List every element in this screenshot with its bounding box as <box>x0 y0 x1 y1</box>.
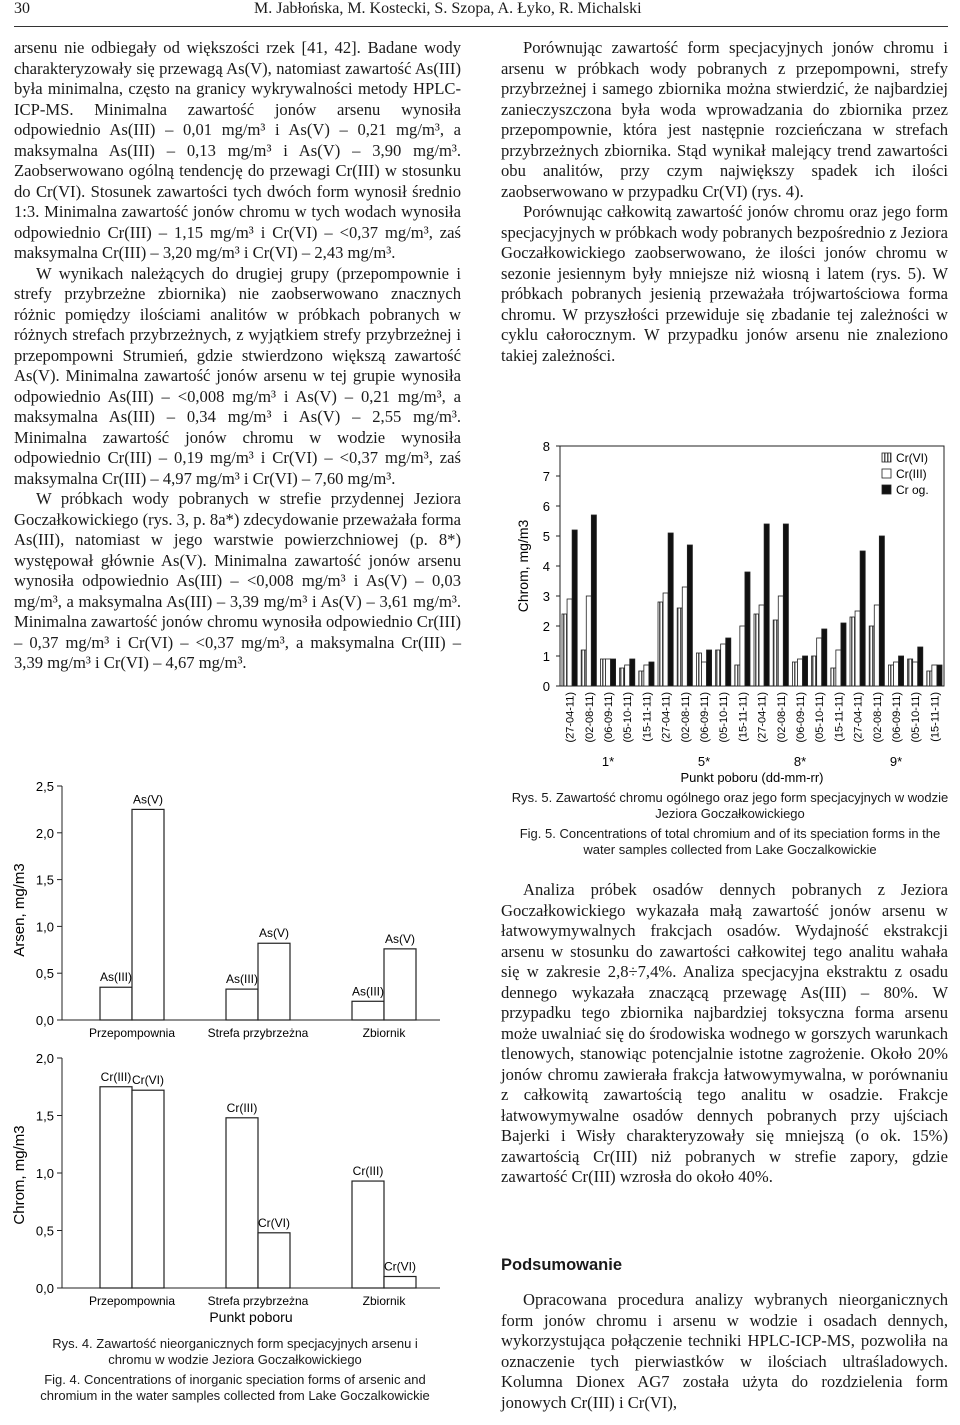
paragraph: W próbkach wody pobranych w strefie przydennej Jeziora Goczałkowickiego (rys. 3, p. 8a*) zdecydowanie przeważała forma As(III), natomiast w jego warstwie powierzchniowej (p. 8*) występował głównie As(V). Minimalna zawartość jonów arsenu wynosiła odpowiednio As(III) – <0,008 mg/m³ i As(V) – 0,03 mg/m³, a maksymalna As(III) – 3,39 mg/m³ i As(V) – 3,61 mg/m³. Minimalna zawartość jonów chromu wynosiła odpowiednio Cr(III) – 0,37 mg/m³ i Cr(VI) – <0,37 mg/m³, a maksymalna Cr(III) – 3,39 mg/m³ i Cr(VI) – 4,67 mg/m³. <box>14 489 462 672</box>
y-tick-label: 1,0 <box>35 1166 54 1181</box>
date-label: (02-08-11) <box>775 692 788 743</box>
page-number: 30 <box>14 0 30 17</box>
bar <box>918 647 923 686</box>
bar <box>132 1090 164 1288</box>
figure-4-caption-en: Fig. 4. Concentrations of inorganic speciation forms of arsenic and chromium in the water samples collected from Lake Goczalkowickie <box>40 1372 430 1403</box>
y-tick-label: 2,5 <box>35 779 54 794</box>
bar <box>869 626 874 686</box>
bar <box>726 638 731 686</box>
bar-label: Cr(VI) <box>258 1215 290 1230</box>
group-label: 1* <box>601 754 615 769</box>
bar <box>625 665 630 686</box>
bar <box>817 638 822 686</box>
bar-label: Cr(III) <box>226 1100 258 1115</box>
chromium-speciation-chart <box>515 439 944 785</box>
y-tick-label: 1,5 <box>35 872 54 888</box>
date-label: (05-10-11) <box>622 692 635 743</box>
bar <box>384 949 416 1020</box>
category-label: Zbiornik <box>362 1026 406 1040</box>
date-label: (15-11-11) <box>737 692 750 742</box>
y-tick-label: 1 <box>542 649 550 664</box>
bar <box>899 656 904 686</box>
y-tick-label: 1,0 <box>35 919 54 935</box>
bar <box>663 593 668 686</box>
bar <box>764 524 769 686</box>
category-label: Strefa przybrzeżna <box>207 1294 309 1308</box>
legend-label: Cr(III) <box>896 467 927 481</box>
group-label: 5* <box>697 754 711 769</box>
bar <box>797 659 802 686</box>
legend-swatch <box>882 469 891 478</box>
date-label: (02-08-11) <box>871 692 884 743</box>
bar <box>927 671 932 686</box>
date-label: (02-08-11) <box>679 692 692 743</box>
bar-label: Cr(III) <box>352 1164 384 1179</box>
running-header <box>14 0 950 22</box>
bar <box>836 650 841 686</box>
bar <box>893 662 898 686</box>
bar <box>841 623 846 686</box>
bar <box>707 650 712 686</box>
figure-5 <box>500 430 960 795</box>
bar <box>754 614 759 686</box>
paragraph: W wynikach należących do drugiej grupy (przepompownie i strefy przybrzeżne zbiornika) nie zaobserwowano znacznych różnic pomiędzy ilościami analitów w próbkach pobranych w różnych strefach przybrzeżnych, z wyjątkiem strefy przybrzeżnej i przepompowni Strumień, gdzie stwierdzono większą zawartość As(V). Minimalna zawartość jonów arsenu w tej grupie wynosiła odpowiednio As(III) – <0,008 mg/m³ i As(V) – 0,21 mg/m³, a maksymalna As(III) – 0,34 mg/m³ i As(V) – 2,55 mg/m³. Minimalna zawartość jonów chromu w wodzie wynosiła odpowiednio Cr(III) – 0,19 mg/m³ i Cr(VI) – <0,37 mg/m³, zaś maksymalna Cr(III) – 4,97 mg/m³ i Cr(VI) – 7,60 mg/m³. <box>14 263 461 488</box>
section-heading: Podsumowanie <box>501 1256 623 1274</box>
bar-label: As(V) <box>385 931 415 946</box>
paragraph: Opracowana procedura analizy wybranych nieorganicznych form jonów chromu i arsenu w wodzie i osadach dennych, wykorzystująca połączenie techniki HPLC-ICP-MS, pozwoliła na oznaczenie tych pierwiastków w ilościach ultraśladowych. Kolumna Dionex AG7 została użyta do rozdzielenia form jonowych Cr(III) i Cr(VI), <box>501 1290 948 1412</box>
bar <box>879 536 884 686</box>
y-tick-label: 2 <box>542 619 550 634</box>
bar <box>696 653 701 686</box>
x-axis-label: Punkt poboru <box>209 1309 293 1325</box>
bar <box>721 644 726 686</box>
figure-5-caption-en: Fig. 5. Concentrations of total chromium and of its speciation forms in the water samples collected from Lake Goczalkowickie <box>519 826 941 857</box>
bar <box>822 629 827 686</box>
bar <box>586 596 591 686</box>
bar-label: Cr(VI) <box>384 1259 416 1274</box>
y-tick-label: 0,0 <box>35 1281 54 1296</box>
date-label: (06-09-11) <box>699 692 711 743</box>
bar <box>639 671 644 686</box>
y-tick-label: 6 <box>542 499 550 514</box>
bar <box>226 1118 258 1288</box>
paragraph: Analiza próbek osadów dennych pobranych z Jeziora Goczałkowickiego wykazała małą zawartość jonów arsenu w łatwowymywalnych frakcjach osadów. Wydajność ekstrakcji arsenu w stosunku do zawartości całkowitej tego analitu wahała się w zakresie 2,8÷7,4%. Analiza specjacyjna ekstraktu z osadu dennego wykazała znaczącą przewagę As(III) – 80%. W przypadku tego zbiornika najbardziej toksyczna forma arsenu może uwalniać się do środowiska wodnego w gorszych warunkach tlenowych, stanowiąc potencjalnie istotne zagrożenie. Około 20% jonów chromu zawierała frakcja łatwowymywalna, w porównaniu z całkowitą zawartością tego analitu w osadzie. Frakcje łatwowymywalne osadów dennych pobranych przy ujściach Bajerki i Wisły charakteryzowały się mniejszą (o ok. 15%) zawartością Cr(III) niż pobranych w strefie zapory, gdzie zawartość Cr(III) wzrosła do około 40%. <box>501 880 948 1186</box>
bar <box>759 605 764 686</box>
bar-label: As(III) <box>352 984 384 999</box>
category-label: Przepompownia <box>88 1294 176 1308</box>
bar <box>701 662 706 686</box>
category-label: Strefa przybrzeżna <box>207 1026 309 1040</box>
bar <box>888 665 893 686</box>
y-tick-label: 5 <box>542 529 550 544</box>
header-rule <box>14 26 948 27</box>
bar <box>668 533 673 686</box>
arsenic-chart <box>11 779 440 1040</box>
figure-5-caption <box>505 790 955 862</box>
date-label: (15-11-11) <box>641 692 654 742</box>
category-label: Przepompownia <box>88 1026 176 1040</box>
bar <box>352 1181 384 1288</box>
bar <box>605 659 610 686</box>
date-label: (15-11-11) <box>833 692 846 742</box>
bar <box>831 668 836 686</box>
bar <box>649 662 654 686</box>
paragraph: Porównując zawartość form specjacyjnych jonów chromu i arsenu w próbkach wody pobranych z przepompowni, strefy przybrzeżnej i samego zbiornika można stwierdzić, że najbardziej zanieczyszczona była woda wprowadzania do zbiornika przez przepompownie, która jest następnie rozcieńczana w strefach przybrzeżnych zbiornika. Stąd wynikał malejący trend zawartości obu analitów, przy czym największy spadek ich ilości zaobserwowano w przypadku Cr(VI) (rys. 4). <box>501 38 948 201</box>
bar-label: As(V) <box>259 926 289 941</box>
y-axis-label: Arsen, mg/m3 <box>11 863 28 957</box>
right-column-text-middle <box>501 880 948 1188</box>
date-label: (27-04-11) <box>564 692 577 743</box>
bar <box>812 656 817 686</box>
bar <box>132 809 164 1020</box>
figure-4-caption <box>30 1336 440 1408</box>
paragraph: Porównując całkowitą zawartość jonów chromu oraz jego form specjacyjnych w próbkach wody pobranych bezpośrednio z Jeziora Goczałkowickiego zaobserwowano, że ilości jonów chromu w sezonie jesiennym były mniejsze niż wiosną i latem (rys. 5). W próbkach pobranych jesienią przeważała trójwartościowa forma chromu. W przyszłości przewiduje się zbadanie tej zależności w cyklu całorocznym. W przypadku jonów arsenu nie znaleziono takiej zależności. <box>501 202 948 365</box>
bar <box>591 515 596 686</box>
bar <box>258 1233 290 1288</box>
plot-frame <box>560 446 944 686</box>
right-column-text-bottom <box>501 1290 948 1413</box>
left-column-text <box>14 38 461 674</box>
bar <box>874 605 879 686</box>
legend-label: Cr(VI) <box>896 451 928 465</box>
bar <box>860 551 865 686</box>
group-label: 9* <box>889 754 903 769</box>
y-tick-label: 1,5 <box>35 1108 54 1124</box>
bar <box>687 545 692 686</box>
bar <box>740 626 745 686</box>
bar <box>226 989 258 1020</box>
bar <box>682 587 687 686</box>
group-label: 8* <box>793 754 807 769</box>
category-label: Zbiornik <box>362 1294 406 1308</box>
bar <box>644 665 649 686</box>
date-label: (05-10-11) <box>910 692 923 743</box>
date-label: (06-09-11) <box>603 692 615 743</box>
y-axis-label: Chrom, mg/m3 <box>515 519 531 613</box>
y-tick-label: 4 <box>542 559 550 574</box>
right-column-text-top <box>501 38 948 366</box>
date-label: (06-09-11) <box>795 692 807 743</box>
legend-label: Cr og. <box>896 483 929 497</box>
bar <box>658 602 663 686</box>
y-tick-label: 8 <box>542 439 550 454</box>
y-tick-label: 2,0 <box>35 825 54 841</box>
legend-swatch <box>882 453 891 462</box>
bar <box>745 572 750 686</box>
bar <box>855 611 860 686</box>
date-label: (02-08-11) <box>583 692 596 743</box>
bar <box>611 659 616 686</box>
bar-label: Cr(VI) <box>132 1073 164 1088</box>
bar <box>937 665 942 686</box>
bar-label: As(III) <box>100 970 132 985</box>
legend-swatch <box>882 485 891 494</box>
bar <box>913 662 918 686</box>
bar <box>932 665 937 686</box>
bar <box>803 656 808 686</box>
date-label: (27-04-11) <box>756 692 769 743</box>
y-tick-label: 0,5 <box>35 1223 54 1239</box>
bar <box>677 608 682 686</box>
authors: M. Jabłońska, M. Kostecki, S. Szopa, A. Łyko, R. Michalski <box>254 0 642 17</box>
bar <box>908 659 913 686</box>
figure-5-caption-pl: Rys. 5. Zawartość chromu ogólnego oraz jego form specjacyjnych w wodzie Jeziora Goczałkowickiego <box>511 790 949 821</box>
bar <box>567 599 572 686</box>
y-tick-label: 0,5 <box>35 966 54 982</box>
y-tick-label: 2,0 <box>35 1051 54 1066</box>
bar <box>783 524 788 686</box>
bar <box>600 659 605 686</box>
bar <box>562 614 567 686</box>
y-axis-label: Chrom, mg/m3 <box>11 1125 28 1225</box>
bar <box>620 668 625 686</box>
bar <box>630 659 635 686</box>
y-tick-label: 3 <box>542 589 550 604</box>
date-label: (05-10-11) <box>718 692 731 743</box>
bar <box>352 1001 384 1020</box>
bar <box>792 662 797 686</box>
y-tick-label: 0 <box>542 679 550 694</box>
bar <box>716 650 721 686</box>
paragraph: arsenu nie odbiegały od większości rzek [41, 42]. Badane wody charakteryzowały się przewagą As(V), natomiast zawartość As(III) była minimalna, często na granicy wykrywalności metody HPLC-ICP-MS. Minimalna zawartość jonów arsenu wynosiła odpowiednio As(III) – 0,01 mg/m³ i As(V) – 0,21 mg/m³, a maksymalna As(III) – 0,13 mg/m³ i As(V) – 3,90 mg/m³. Zaobserwowano ogólną tendencję do przewagi Cr(III) w stosunku do Cr(VI). Stosunek zawartości tych dwóch form wynosił średnio 1:3. Minimalna zawartość jonów chromu w tych wodach wynosiła odpowiednio Cr(III) – 1,15 mg/m³ i Cr(VI) – <0,37 mg/m³, zaś maksymalna Cr(III) – 3,20 mg/m³ i Cr(VI) – 2,43 mg/m³. <box>14 38 461 262</box>
date-label: (27-04-11) <box>660 692 673 743</box>
figure-4-caption-pl: Rys. 4. Zawartość nieorganicznych form specjacyjnych arsenu i chromu w wodzie Jeziora Goczałkowickiego <box>52 1336 418 1367</box>
date-label: (27-04-11) <box>852 692 865 743</box>
x-axis-label: Punkt poboru (dd-mm-rr) <box>680 770 824 785</box>
bar <box>258 943 290 1020</box>
date-label: (05-10-11) <box>814 692 827 743</box>
date-label: (06-09-11) <box>891 692 903 743</box>
bar <box>384 1277 416 1289</box>
bar-label: As(III) <box>226 972 258 987</box>
bar <box>735 665 740 686</box>
bar <box>773 620 778 686</box>
y-tick-label: 7 <box>542 469 550 484</box>
bar <box>778 596 783 686</box>
bar <box>581 650 586 686</box>
y-tick-label: 0,0 <box>35 1013 54 1028</box>
bar <box>100 1087 132 1288</box>
bar <box>572 530 577 686</box>
bar-label: Cr(III) <box>100 1069 132 1084</box>
figure-4 <box>0 770 470 1330</box>
bar <box>850 617 855 686</box>
chromium-chart <box>11 1051 440 1325</box>
bar <box>100 987 132 1020</box>
bar-label: As(V) <box>133 792 163 807</box>
date-label: (15-11-11) <box>929 692 942 742</box>
